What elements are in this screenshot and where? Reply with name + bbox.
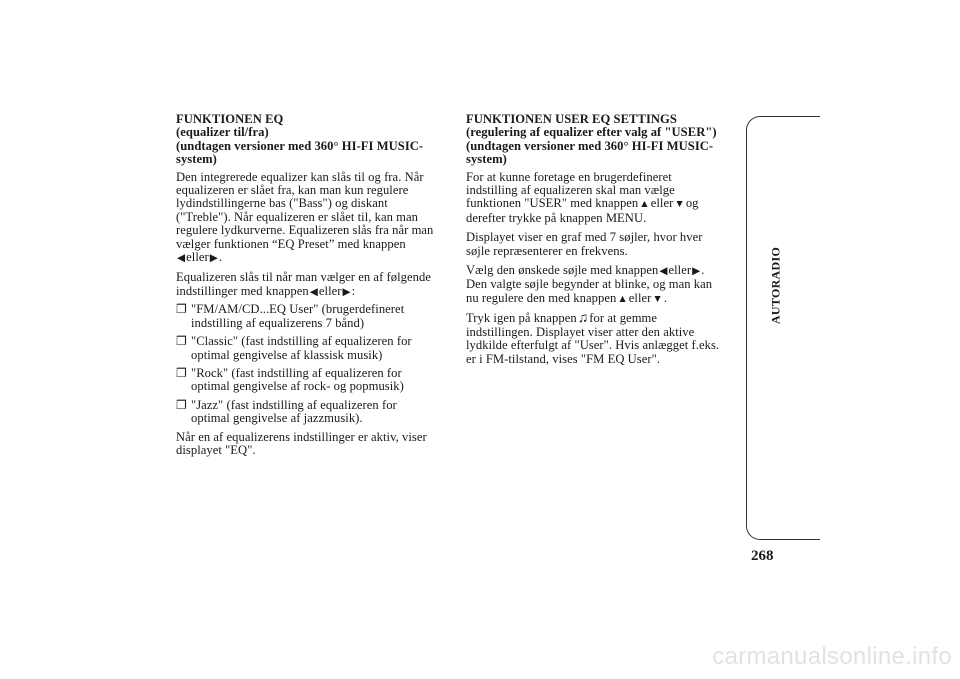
menu-press-text: og derefter trykke på knappen MENU. bbox=[466, 196, 699, 225]
eq-description-paragraph bbox=[176, 171, 448, 266]
graph-description-paragraph: Displayet viser en graf med 7 søjler, hvor hver søjle repræsenterer en frekvens. bbox=[466, 230, 703, 258]
left-arrow-icon: ◀ bbox=[659, 266, 668, 278]
right-column bbox=[466, 113, 738, 372]
watermark: carmanualsonline.info bbox=[712, 643, 952, 670]
bullet-item-jazz bbox=[176, 399, 448, 426]
page-number: 268 bbox=[751, 548, 774, 564]
eq-description-text: Den integrerede equalizer kan slås til og fra. Når equalizeren er slået fra, kan man kun regulere lydindstillingerne bas ("Bass") og diskant ("Treble"). Når equalizeren er slået til, kan man regulere lydkurverne. Equalizeren slås fra når man vælger funktionen “EQ Preset” med knappen bbox=[176, 169, 434, 251]
up-arrow-icon: ▲ bbox=[639, 199, 650, 211]
period-text: . bbox=[218, 250, 223, 265]
eq-activation-text: Equalizeren slås til når man vælger en af følgende indstillinger med knappen bbox=[176, 270, 431, 298]
eq-display-paragraph: Når en af equalizerens indstillinger er aktiv, viser displayet "EQ". bbox=[176, 429, 427, 457]
bullet-text: "Rock" (fast indstilling af equalizeren for optimal gengivelse af rock- og popmusik) bbox=[191, 365, 404, 394]
left-column bbox=[176, 113, 448, 463]
or-text: eller bbox=[650, 196, 674, 211]
down-arrow-icon: ▼ bbox=[674, 199, 685, 211]
left-arrow-icon: ◀ bbox=[309, 286, 318, 298]
bullet-text: "Classic" (fast indstilling af equalizeren for optimal gengivelse af klassisk musik) bbox=[191, 334, 412, 362]
save-setting-text: Tryk igen på knappen bbox=[466, 311, 577, 326]
or-text: eller bbox=[186, 250, 209, 265]
down-arrow-icon: ▼ bbox=[652, 293, 663, 305]
checkbox-bullet-icon: ❒ bbox=[176, 302, 187, 317]
or-text: eller bbox=[628, 290, 652, 305]
bullet-text: "FM/AM/CD...EQ User" (brugerdefineret indstilling af equalizerens 7 bånd) bbox=[191, 302, 405, 330]
user-eq-select-text: For at kunne foretage en brugerdefineret indstilling af equalizeren skal man vælge funktionen "USER" med knappen bbox=[466, 169, 675, 211]
bullet-item-classic bbox=[176, 335, 448, 362]
checkbox-bullet-icon: ❒ bbox=[176, 397, 187, 412]
music-note-icon: ♫ bbox=[577, 311, 589, 327]
up-arrow-icon: ▲ bbox=[617, 293, 628, 305]
colon-text: : bbox=[351, 283, 356, 298]
bullet-text: "Jazz" (fast indstilling af equalizeren for optimal gengivelse af jazzmusik). bbox=[191, 397, 397, 426]
eq-activation-paragraph bbox=[176, 271, 448, 299]
checkbox-bullet-icon: ❒ bbox=[176, 365, 187, 380]
section-tab-label: AUTORADIO bbox=[768, 246, 783, 325]
or-text: eller bbox=[668, 263, 692, 278]
right-arrow-icon: ▶ bbox=[692, 266, 701, 278]
bullet-item-rock bbox=[176, 367, 448, 394]
column-select-text: Vælg den ønskede søjle med knappen bbox=[466, 263, 659, 278]
right-arrow-icon: ▶ bbox=[342, 286, 351, 298]
user-eq-settings-heading: FUNKTIONEN USER EQ SETTINGS (regulering af equalizer efter valg af "USER") (undtagen versioner med 360° HI-FI MUSIC- system) bbox=[466, 112, 717, 167]
eq-function-heading: FUNKTIONEN EQ (equalizer til/fra) (undtagen versioner med 360° HI-FI MUSIC- system) bbox=[176, 112, 424, 167]
column-blink-text: . Den valgte søjle begynder at blinke, og man kan nu regulere den med knappen bbox=[466, 263, 713, 305]
save-setting-rest-text: for at gemme indstillingen. Displayet viser atter den aktive lydkilde efterfulgt af "User". Hvis anlægget f.eks. er i FM-tilstand, vises "FM EQ User". bbox=[466, 311, 720, 366]
column-select-paragraph bbox=[466, 264, 738, 306]
left-arrow-icon: ◀ bbox=[177, 253, 186, 265]
or-text: eller bbox=[318, 283, 342, 298]
save-setting-paragraph bbox=[466, 312, 738, 366]
user-eq-select-paragraph bbox=[466, 171, 738, 226]
period-text: . bbox=[663, 290, 668, 305]
checkbox-bullet-icon: ❒ bbox=[176, 334, 187, 349]
bullet-item-user bbox=[176, 303, 448, 330]
right-arrow-icon: ▶ bbox=[209, 253, 218, 265]
